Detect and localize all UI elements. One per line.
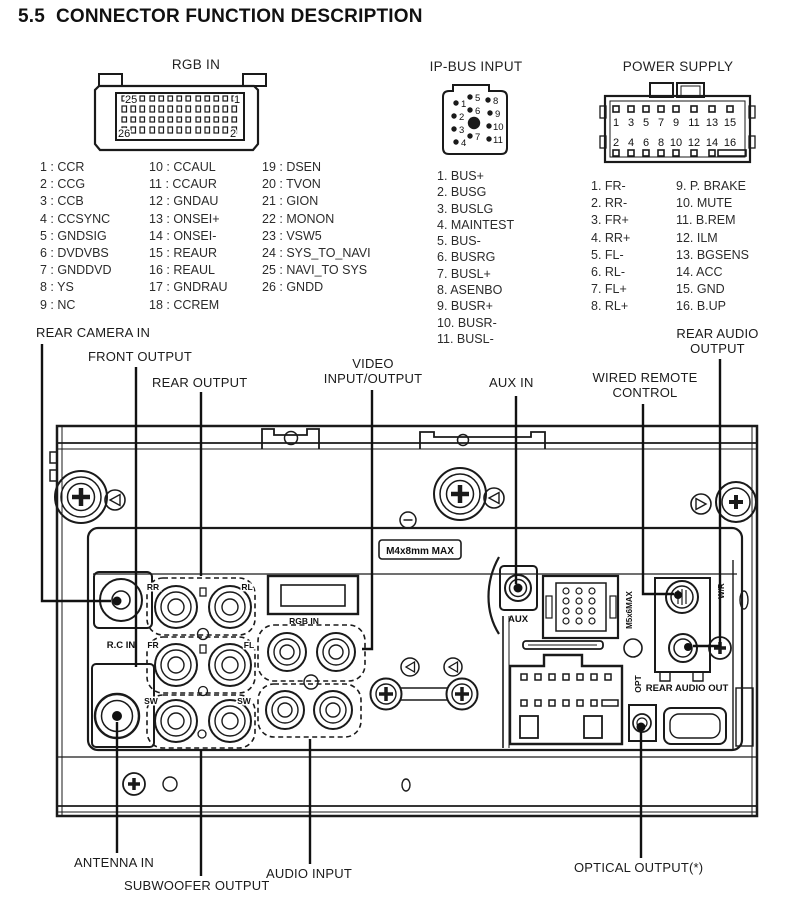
panel-label-sw-left: SW xyxy=(144,696,158,706)
rgb-pin-list-col3 xyxy=(262,159,371,297)
ipbus-pin-number: 2 xyxy=(459,112,465,123)
pin-item: 1. BUS+ xyxy=(437,169,484,183)
leader-end-dots xyxy=(112,584,692,732)
ipbus-connector-drawing xyxy=(443,85,507,154)
panel-label-aux: AUX xyxy=(507,614,529,625)
pin-item: 10. MUTE xyxy=(676,196,733,211)
pin-item: 15 : REAUR xyxy=(149,246,218,261)
pin-item: 2. RR- xyxy=(591,196,628,211)
pin-item: 20 : TVON xyxy=(262,177,321,192)
power-pin-number: 7 xyxy=(657,117,665,129)
pin-item: 3. FR+ xyxy=(591,213,629,228)
power-pin-number: 11 xyxy=(688,117,700,129)
pin-item: 6. BUSRG xyxy=(437,250,496,265)
panel-label-opt: OPT xyxy=(633,675,643,693)
pin-item: 9. P. BRAKE xyxy=(676,179,746,193)
ipbus-pin-number: 11 xyxy=(493,135,503,146)
panel-label-m5-screw-spec: M5x6MAX xyxy=(625,591,634,629)
panel-label-rr: RR xyxy=(146,582,160,592)
pin-item: 24 : SYS_TO_NAVI xyxy=(262,246,371,261)
power-connector-title: POWER SUPPLY xyxy=(622,59,734,74)
callout-audio-input: AUDIO INPUT xyxy=(266,866,352,881)
callout-aux-in: AUX IN xyxy=(489,375,534,390)
rgb-connector-drawing xyxy=(95,74,266,150)
ipbus-connector-title: IP-BUS INPUT xyxy=(429,59,523,74)
pin-item: 12. ILM xyxy=(676,230,718,245)
power-connector-drawing xyxy=(600,83,755,162)
pin-item: 26 : GNDD xyxy=(262,280,324,295)
pin-item: 6 : DVDVBS xyxy=(40,246,109,261)
pin-item: 3 : CCB xyxy=(40,194,84,209)
pin-item: 12 : GNDAU xyxy=(149,194,219,209)
rgb-connector-title: RGB IN xyxy=(171,57,221,72)
rear-panel-drawing xyxy=(50,426,757,816)
pin-item: 4 : CCSYNC xyxy=(40,211,111,226)
power-pin-number: 10 xyxy=(669,137,683,149)
pin-item: 4. RR+ xyxy=(591,230,631,245)
panel-label-rl: RL xyxy=(241,582,253,592)
power-pin-number: 13 xyxy=(705,117,719,129)
panel-label-rgb-in: RGB IN xyxy=(289,616,319,626)
pin-item: 8. ASENBO xyxy=(437,283,503,298)
pin-item: 19 : DSEN xyxy=(262,160,322,174)
pin-item: 21 : GION xyxy=(262,194,319,209)
pin-item: 18 : CCREM xyxy=(149,297,220,312)
power-pin-number: 1 xyxy=(612,117,620,129)
power-pin-number: 3 xyxy=(627,117,635,129)
power-pin-number: 5 xyxy=(642,117,650,129)
pin-item: 7. BUSL+ xyxy=(437,266,491,281)
callout-optical-output: OPTICAL OUTPUT(*) xyxy=(574,860,704,875)
pin-item: 25 : NAVI_TO SYS xyxy=(262,263,368,278)
pin-item: 13 : ONSEI+ xyxy=(149,211,220,226)
panel-label-m4-screw-spec: M4x8mm MAX xyxy=(386,546,454,557)
pin-item: 7 : GNDDVD xyxy=(40,263,112,278)
ipbus-pin-number: 9 xyxy=(495,109,501,120)
pin-item: 22 : MONON xyxy=(262,211,335,226)
pin-item: 1 : CCR xyxy=(40,160,85,174)
pin-item: 4. MAINTEST xyxy=(437,217,515,232)
pin-item: 1. FR- xyxy=(591,179,626,193)
pin-item: 15. GND xyxy=(676,282,725,297)
pin-item: 2. BUSG xyxy=(437,185,487,200)
callout-leader-lines xyxy=(42,344,720,876)
pin-item: 10. BUSR- xyxy=(437,315,497,330)
ipbus-pin-number: 10 xyxy=(493,122,504,133)
rgb-pin-list-col1 xyxy=(40,159,112,314)
pin-item: 6. RL- xyxy=(591,265,626,280)
pin-item: 8 : YS xyxy=(40,280,74,295)
pin-item: 5. FL- xyxy=(591,247,624,262)
power-pin-number: 14 xyxy=(705,137,719,149)
pin-item: 7. FL+ xyxy=(591,282,627,297)
pin-item: 23 : VSW5 xyxy=(262,228,322,243)
rgb-pin-list-col2 xyxy=(149,159,228,314)
panel-label-rc-in: R.C IN xyxy=(106,640,136,651)
power-pin-number: 16 xyxy=(723,137,737,149)
pin-item: 10 : CCAUL xyxy=(149,160,216,174)
ipbus-pin-number: 7 xyxy=(475,132,481,143)
pin-item: 3. BUSLG xyxy=(437,201,494,216)
ipbus-pin-number: 4 xyxy=(461,138,467,149)
pin-item: 14. ACC xyxy=(676,265,723,280)
pin-item: 11. BUSL- xyxy=(437,331,494,346)
callout-video-io: VIDEO INPUT/OUTPUT xyxy=(323,356,423,386)
callout-subwoofer-output: SUBWOOFER OUTPUT xyxy=(124,878,270,893)
pin-item: 5. BUS- xyxy=(437,234,481,249)
rgb-pin2-number: 2 xyxy=(230,128,237,140)
ipbus-pin-number: 1 xyxy=(461,99,467,110)
power-pin-number: 2 xyxy=(612,137,620,149)
power-pin-number: 15 xyxy=(723,117,737,129)
pin-item: 13. BGSENS xyxy=(676,247,749,262)
power-pin-list-col1 xyxy=(591,178,630,316)
ipbus-pin-number: 3 xyxy=(459,125,465,136)
power-pin-number: 8 xyxy=(657,137,665,149)
pin-item: 14 : ONSEI- xyxy=(149,228,217,243)
pin-item: 9 : NC xyxy=(40,297,76,312)
pin-item: 17 : GNDRAU xyxy=(149,280,228,295)
pin-item: 8. RL+ xyxy=(591,299,629,314)
pin-item: 11 : CCAUR xyxy=(149,177,217,192)
panel-label-sw-right: SW xyxy=(237,696,251,706)
rgb-pin26-number: 26 xyxy=(118,128,131,140)
callout-rear-audio-output: REAR AUDIO OUTPUT xyxy=(676,326,759,356)
ipbus-pin-number: 6 xyxy=(475,106,481,117)
ipbus-pin-number: 8 xyxy=(493,96,499,107)
panel-label-rear-audio-out: REAR AUDIO OUT xyxy=(645,683,729,694)
callout-wired-remote: WIRED REMOTE CONTROL xyxy=(592,370,698,400)
power-pin-number: 6 xyxy=(642,137,650,149)
callout-rear-camera-in: REAR CAMERA IN xyxy=(36,325,151,340)
power-pin-number: 4 xyxy=(627,137,635,149)
callout-front-output: FRONT OUTPUT xyxy=(88,349,192,364)
power-pin-number: 9 xyxy=(672,117,680,129)
callout-antenna-in: ANTENNA IN xyxy=(74,855,155,870)
ipbus-pin-number: 5 xyxy=(475,93,481,104)
panel-label-fl: FL xyxy=(243,640,255,650)
rgb-pin25-number: 25 xyxy=(125,94,138,106)
ipbus-pin-list xyxy=(437,168,514,347)
power-pin-list-col2 xyxy=(676,178,749,316)
power-pin-number: 12 xyxy=(687,137,701,149)
pin-item: 9. BUSR+ xyxy=(437,299,493,314)
callout-rear-output: REAR OUTPUT xyxy=(152,375,248,390)
page-title: 5.5 CONNECTOR FUNCTION DESCRIPTION xyxy=(18,6,423,27)
pin-item: 11. B.REM xyxy=(676,213,736,228)
pin-item: 2 : CCG xyxy=(40,177,86,192)
pin-item: 16. B.UP xyxy=(676,299,727,314)
pin-item: 16 : REAUL xyxy=(149,263,216,278)
rgb-pin1-number: 1 xyxy=(234,94,241,106)
pin-item: 5 : GNDSIG xyxy=(40,228,107,243)
panel-label-fr: FR xyxy=(147,640,159,650)
panel-label-wr: W/R xyxy=(717,583,726,599)
